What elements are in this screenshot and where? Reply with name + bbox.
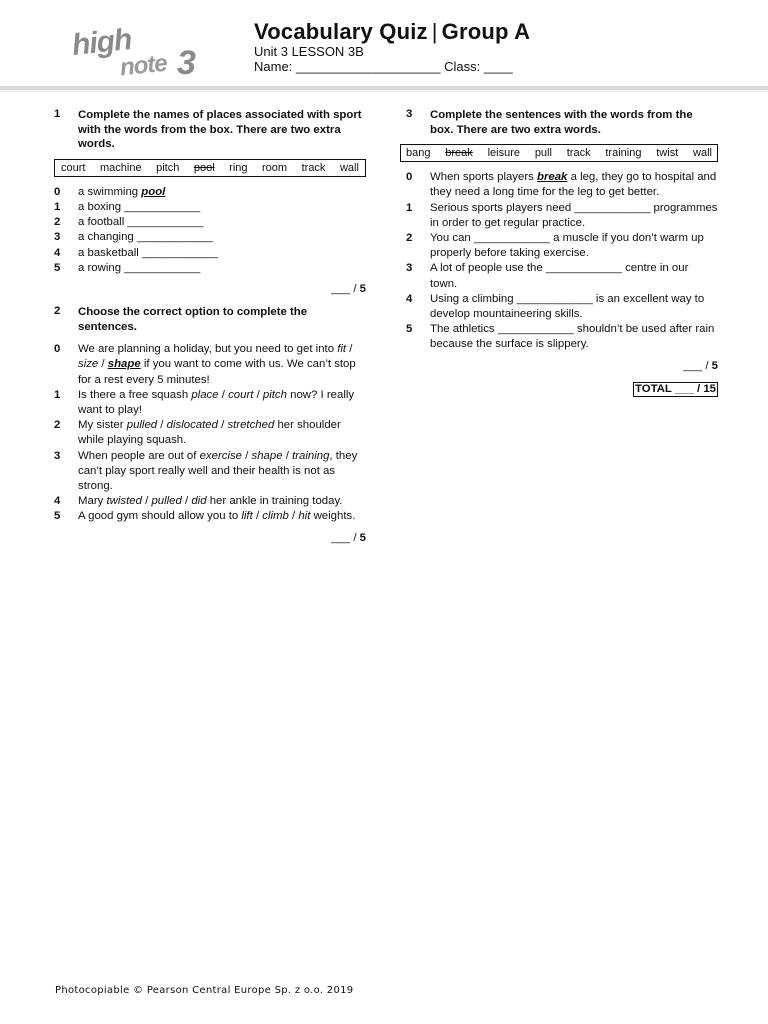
- list-item: [54, 494, 366, 509]
- word-box-word: machine: [99, 161, 142, 174]
- example-answer: pool: [141, 185, 166, 198]
- word-box: [54, 159, 366, 177]
- item-prompt: a rowing ____________: [78, 261, 201, 274]
- word-box-word: pitch: [156, 161, 180, 174]
- score-max: 5: [359, 531, 366, 544]
- task-text: Complete the sentences with the words from the box. There are two extra words.: [430, 109, 693, 136]
- item-number: 1: [54, 388, 61, 401]
- word-box-word: training: [605, 147, 642, 160]
- task-text: Complete the names of places associated with sport with the words from the box. There are two extra words.: [78, 109, 362, 151]
- title-group: Group A: [441, 19, 531, 44]
- title-main: Vocabulary Quiz: [254, 19, 428, 44]
- item-number: 0: [406, 171, 413, 184]
- high-note-logo: [70, 22, 210, 82]
- logo-number: 3: [177, 44, 196, 82]
- list-item: [54, 449, 366, 495]
- item-text: When people are out of exercise / shape / training, they can’t play sport really well and their health is not as strong.: [78, 449, 358, 493]
- word-box-word: wall: [693, 147, 712, 160]
- item-text: [78, 261, 366, 276]
- name-class-line: Name: ____________________ Class: ____: [254, 59, 513, 74]
- item-number: 5: [406, 323, 413, 336]
- word-box-word: pool: [193, 161, 215, 174]
- page-title: [254, 19, 530, 45]
- item-text: A lot of people use the ____________ centre in our town.: [430, 262, 689, 290]
- task-3-items: [406, 170, 718, 352]
- list-item: [406, 322, 718, 352]
- task-2-instruction: [54, 305, 366, 334]
- item-text: [78, 200, 366, 215]
- total-row: [406, 382, 718, 397]
- item-number: 1: [406, 201, 413, 214]
- task-3-instruction: [406, 108, 718, 137]
- item-number: 0: [54, 185, 61, 198]
- list-item: [54, 215, 366, 230]
- item-number: 3: [54, 231, 61, 244]
- item-number: 4: [54, 495, 61, 508]
- item-number: 2: [54, 419, 61, 432]
- item-text: [78, 230, 366, 245]
- item-number: 3: [54, 449, 61, 462]
- task-text: Choose the correct option to complete the sentences.: [78, 306, 308, 333]
- item-text: The athletics ____________ shouldn’t be used after rain because the surface is slippery.: [430, 323, 715, 351]
- item-text: [78, 185, 366, 200]
- list-item: [406, 231, 718, 261]
- total-score-box: TOTAL ___ / 15: [634, 382, 716, 395]
- item-text: [78, 215, 366, 230]
- item-text: A good gym should allow you to lift / climb / hit weights.: [78, 510, 356, 523]
- score-max: 5: [711, 359, 718, 372]
- task-number: 3: [406, 108, 413, 120]
- item-text: When sports players break a leg, they go to hospital and they need a long time for the leg to get better.: [430, 171, 717, 199]
- item-text: Mary twisted / pulled / did her ankle in training today.: [78, 495, 343, 508]
- word-box-word: room: [262, 161, 288, 174]
- list-item: [54, 418, 366, 448]
- logo-high: high: [70, 22, 133, 63]
- right-column: [406, 108, 718, 397]
- unit-lesson: Unit 3 LESSON 3B: [254, 44, 364, 59]
- list-item: [54, 388, 366, 418]
- task-1-score: [54, 282, 366, 297]
- item-prompt: a changing ____________: [78, 231, 213, 244]
- task-1-instruction: [54, 108, 366, 152]
- header-divider-shadow: [0, 90, 768, 92]
- item-number: 2: [54, 216, 61, 229]
- list-item: [54, 200, 366, 215]
- word-box-word: leisure: [487, 147, 521, 160]
- item-number: 3: [406, 262, 413, 275]
- item-number: 2: [406, 232, 413, 244]
- list-item: [54, 185, 366, 200]
- score-blank: ___ /: [331, 283, 360, 295]
- word-box-word: ring: [229, 161, 248, 174]
- item-prompt: a swimming: [78, 185, 142, 198]
- task-1-items: [54, 185, 366, 276]
- list-item: [406, 261, 718, 291]
- item-text: [78, 246, 366, 261]
- item-prompt: a boxing ____________: [78, 200, 201, 213]
- item-number: 0: [54, 343, 61, 356]
- list-item: [54, 261, 366, 276]
- item-text: We are planning a holiday, but you need to get into fit / size / shape if you want to come with us. We can’t stop for a rest every 5 minutes!: [78, 343, 356, 386]
- word-box-word: track: [566, 147, 591, 160]
- item-prompt: a football ____________: [78, 216, 204, 229]
- list-item: [54, 342, 366, 388]
- item-text: Using a climbing ____________ is an excellent way to develop mountaineering skills.: [430, 292, 705, 321]
- logo-note: note: [118, 49, 168, 82]
- list-item: [406, 292, 718, 322]
- copyright-footer: Photocopiable © Pearson Central Europe Sp. z o.o. 2019: [55, 985, 354, 996]
- item-number: 4: [406, 292, 413, 305]
- list-item: [406, 201, 718, 231]
- score-max: 5: [359, 283, 366, 295]
- score-blank: ___ /: [683, 359, 712, 372]
- word-box-word: break: [445, 147, 473, 160]
- score-blank: ___ /: [331, 531, 360, 544]
- task-number: 1: [54, 108, 61, 120]
- word-box-word: wall: [339, 161, 359, 174]
- title-separator: |: [431, 19, 438, 44]
- list-item: [54, 509, 366, 524]
- word-box: [400, 144, 718, 162]
- task-number: 2: [54, 305, 61, 317]
- item-text: Is there a free squash place / court / pitch now? I really want to play!: [78, 388, 355, 416]
- item-number: 1: [54, 200, 61, 213]
- word-box-word: court: [61, 161, 86, 174]
- item-number: 5: [54, 510, 61, 523]
- word-box-word: bang: [406, 147, 431, 160]
- left-column: [54, 108, 366, 546]
- list-item: [54, 246, 366, 261]
- item-text: You can ____________ a muscle if you don’t warm up properly before taking exercise.: [430, 232, 704, 260]
- item-text: My sister pulled / dislocated / stretched her shoulder while playing squash.: [78, 419, 341, 447]
- item-text: Serious sports players need ____________ programmes in order to get regular practice.: [430, 201, 718, 229]
- word-box-word: pull: [534, 147, 552, 160]
- list-item: [406, 170, 718, 200]
- task-2-items: [54, 342, 366, 524]
- item-prompt: a basketball ____________: [78, 246, 218, 259]
- list-item: [54, 230, 366, 245]
- word-box-word: track: [301, 161, 326, 174]
- task-2-score: [54, 531, 366, 546]
- item-number: 4: [54, 246, 61, 259]
- task-3-score: [406, 359, 718, 374]
- item-number: 5: [54, 261, 61, 274]
- word-box-word: twist: [656, 147, 679, 160]
